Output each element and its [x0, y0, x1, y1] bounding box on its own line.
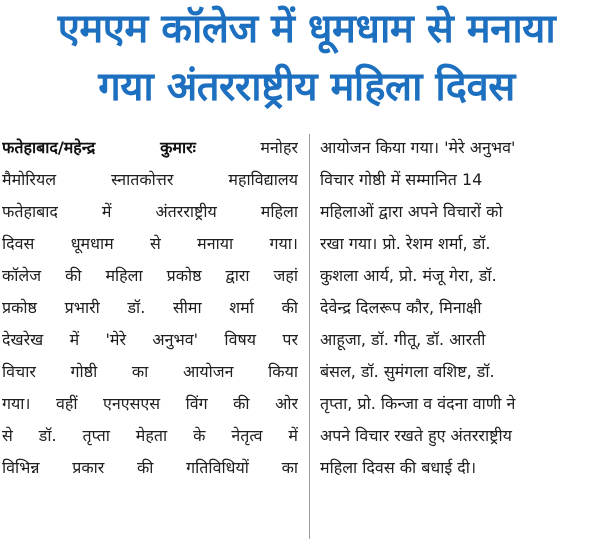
article-line: कुशला आर्य, प्रो. मंजू गेरा, डॉ.	[320, 266, 497, 285]
article-line-text: मनोहर	[260, 138, 298, 157]
article-line: दिवस धूमधाम से मनाया गया।	[2, 234, 298, 253]
article-body	[0, 128, 613, 546]
article-line: विचार गोष्ठी का आयोजन किया	[2, 362, 298, 381]
article-column-right	[320, 132, 610, 484]
headline	[0, 0, 613, 128]
byline: फतेहाबाद/महेन्द्र कुमारः	[2, 138, 196, 157]
article-line: मैमोरियल स्नातकोत्तर महाविद्यालय	[2, 170, 298, 189]
article-line: आहूजा, डॉ. गीतू, डॉ. आरती	[320, 330, 486, 349]
article-line: बंसल, डॉ. सुमंगला वशिष्ट, डॉ.	[320, 362, 495, 381]
article-line: तृप्ता, प्रो. किन्जा व वंदना वाणी ने	[320, 394, 516, 413]
article-line: कॉलेज की महिला प्रकोष्ठ द्वारा जहां	[2, 266, 298, 285]
article-line: विभिन्न प्रकार की गतिविधियों का	[2, 458, 298, 477]
column-divider	[309, 134, 310, 539]
article-line: रखा गया। प्रो. रेशम शर्मा, डॉ.	[320, 234, 491, 253]
headline-line-2: गया अंतरराष्ट्रीय महिला दिवस	[98, 64, 515, 110]
article-line: गया। वहीं एनएसएस विंग की ओर	[2, 394, 298, 413]
article-line	[2, 132, 298, 164]
article-line: प्रकोष्ठ प्रभारी डॉ. सीमा शर्मा की	[2, 298, 298, 317]
article-line: महिला दिवस की बधाई दी।	[320, 458, 477, 477]
article-line: फतेहाबाद में अंतरराष्ट्रीय महिला	[2, 202, 298, 221]
article-line: महिलाओं द्वारा अपने विचारों को	[320, 202, 503, 221]
article-column-left	[2, 132, 298, 484]
article-line: अपने विचार रखते हुए अंतरराष्ट्रीय	[320, 426, 512, 445]
headline-line-1: एमएम कॉलेज में धूमधाम से मनाया	[57, 6, 556, 52]
article-line: से डॉ. तृप्ता मेहता के नेतृत्व में	[2, 426, 298, 445]
article-line: आयोजन किया गया। 'मेरे अनुभव'	[320, 138, 516, 157]
article-line: देखरेख में 'मेरे अनुभव' विषय पर	[2, 330, 298, 349]
article-line: विचार गोष्ठी में सम्मानित 14	[320, 170, 483, 189]
article-line: देवेन्द्र दिलरूप कौर, मिनाक्षी	[320, 298, 482, 317]
